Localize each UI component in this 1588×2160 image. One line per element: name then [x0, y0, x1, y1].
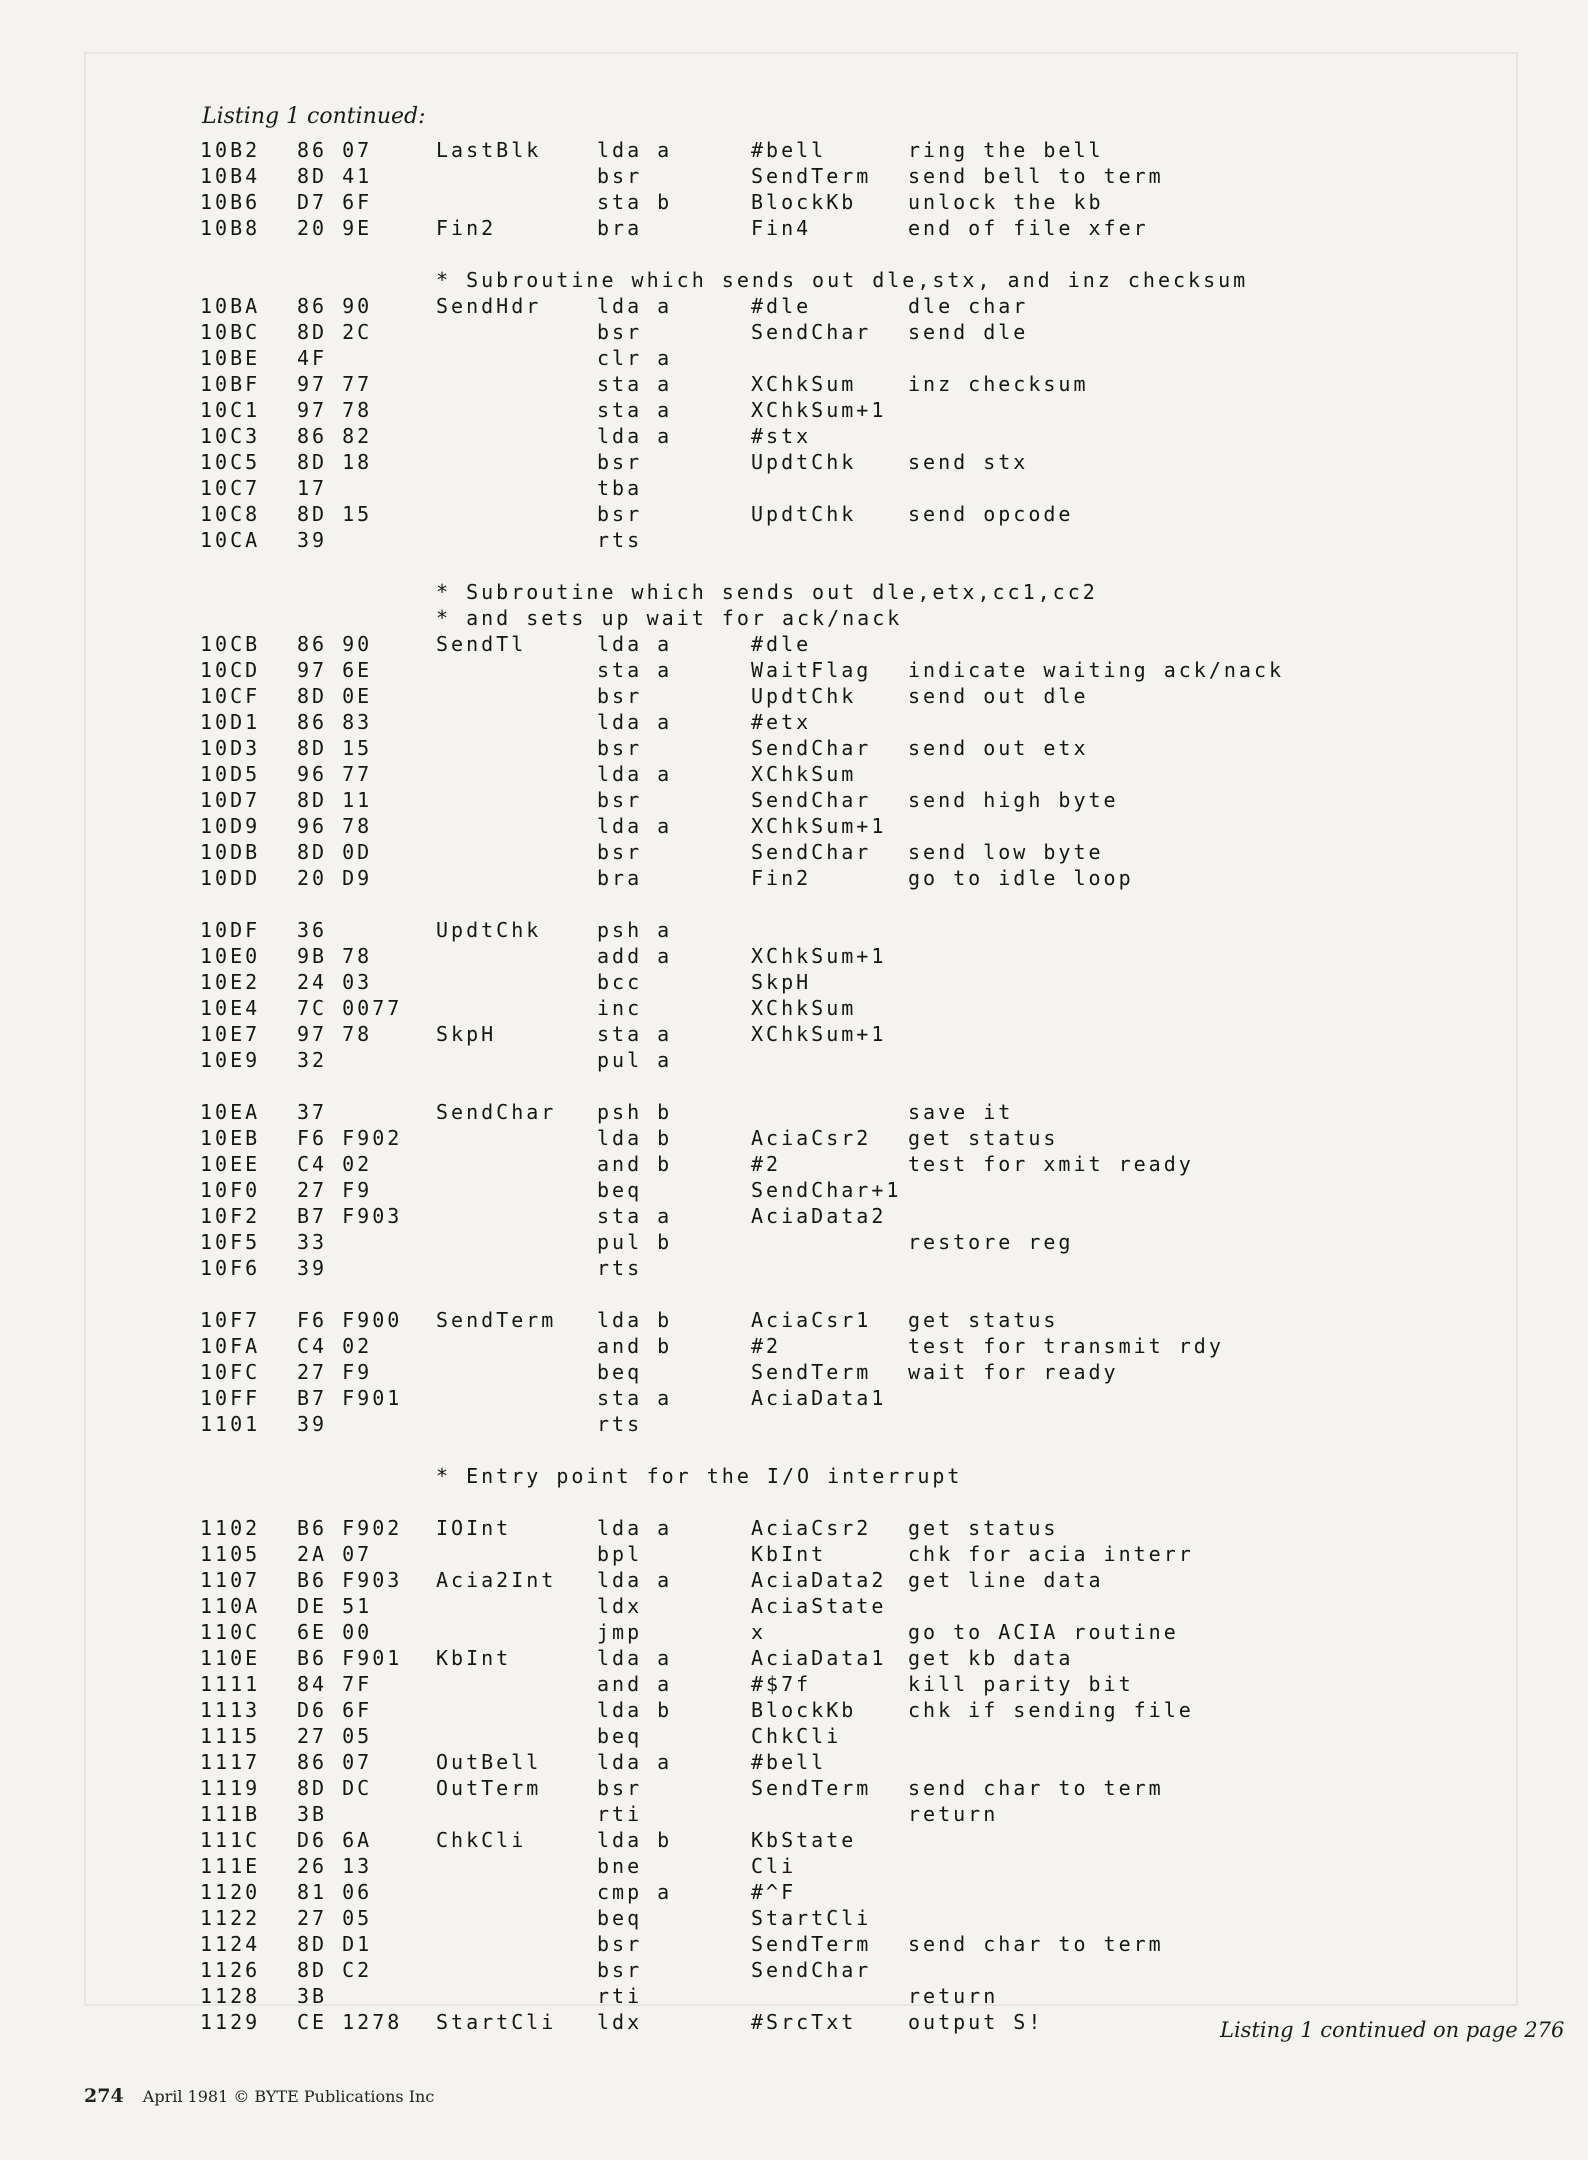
- mnemonic: bsr: [597, 502, 643, 526]
- address: 10E7: [200, 1022, 261, 1046]
- opcode: CE 1278: [297, 2010, 403, 2034]
- comment: chk if sending file: [908, 1698, 1194, 1722]
- address: 10E4: [200, 996, 261, 1020]
- address: 10D5: [200, 762, 261, 786]
- mnemonic: sta a: [597, 1386, 673, 1410]
- operand: #SrcTxt: [751, 2010, 857, 2034]
- mnemonic: beq: [597, 1906, 643, 1930]
- opcode: 36: [297, 918, 328, 942]
- operand: SendChar+1: [751, 1178, 902, 1202]
- address: 1124: [200, 1932, 261, 1956]
- address: 1126: [200, 1958, 261, 1982]
- mnemonic: sta a: [597, 1022, 673, 1046]
- mnemonic: lda a: [597, 294, 673, 318]
- mnemonic: clr a: [597, 346, 673, 370]
- mnemonic: pul a: [597, 1048, 673, 1072]
- mnemonic: bsr: [597, 164, 643, 188]
- operand: XChkSum+1: [751, 814, 887, 838]
- opcode: 7C 0077: [297, 996, 403, 1020]
- label: KbInt: [436, 1646, 512, 1670]
- mnemonic: jmp: [597, 1620, 643, 1644]
- mnemonic: lda b: [597, 1126, 673, 1150]
- footer-text: April 1981 © BYTE Publications Inc: [142, 2087, 435, 2106]
- address: 10D1: [200, 710, 261, 734]
- opcode: F6 F902: [297, 1126, 403, 1150]
- mnemonic: lda a: [597, 424, 673, 448]
- comment: get kb data: [908, 1646, 1074, 1670]
- opcode: 2A 07: [297, 1542, 373, 1566]
- address: 1120: [200, 1880, 261, 1904]
- listing-heading: Listing 1 continued:: [202, 104, 426, 129]
- label: StartCli: [436, 2010, 557, 2034]
- address: 10DD: [200, 866, 261, 890]
- operand: x: [751, 1620, 767, 1644]
- address: 1117: [200, 1750, 261, 1774]
- mnemonic: bsr: [597, 1932, 643, 1956]
- operand: Fin4: [751, 216, 812, 240]
- label: OutBell: [436, 1750, 542, 1774]
- opcode: D7 6F: [297, 190, 373, 214]
- mnemonic: bcc: [597, 970, 643, 994]
- comment-text: * Entry point for the I/O interrupt: [436, 1464, 963, 1488]
- comment: unlock the kb: [908, 190, 1104, 214]
- mnemonic: lda a: [597, 1750, 673, 1774]
- opcode: 86 90: [297, 294, 373, 318]
- opcode: 3B: [297, 1984, 328, 2008]
- address: 1113: [200, 1698, 261, 1722]
- opcode: 27 F9: [297, 1360, 373, 1384]
- mnemonic: rts: [597, 528, 643, 552]
- address: 1128: [200, 1984, 261, 2008]
- opcode: 9B 78: [297, 944, 373, 968]
- label: Fin2: [436, 216, 497, 240]
- mnemonic: beq: [597, 1724, 643, 1748]
- operand: #dle: [751, 632, 812, 656]
- address: 1101: [200, 1412, 261, 1436]
- comment: get status: [908, 1516, 1059, 1540]
- mnemonic: tba: [597, 476, 643, 500]
- operand: SendChar: [751, 1958, 872, 1982]
- mnemonic: sta a: [597, 398, 673, 422]
- address: 10F7: [200, 1308, 261, 1332]
- opcode: B6 F903: [297, 1568, 403, 1592]
- mnemonic: and a: [597, 1672, 673, 1696]
- mnemonic: rts: [597, 1256, 643, 1280]
- address: 10C7: [200, 476, 261, 500]
- opcode: C4 02: [297, 1334, 373, 1358]
- operand: KbState: [751, 1828, 857, 1852]
- address: 10F5: [200, 1230, 261, 1254]
- opcode: 24 03: [297, 970, 373, 994]
- opcode: 8D DC: [297, 1776, 373, 1800]
- opcode: 26 13: [297, 1854, 373, 1878]
- operand: #2: [751, 1152, 782, 1176]
- address: 10CF: [200, 684, 261, 708]
- label: SendChar: [436, 1100, 557, 1124]
- address: 10CB: [200, 632, 261, 656]
- continued-note: Listing 1 continued on page 276: [1220, 2018, 1565, 2042]
- operand: KbInt: [751, 1542, 827, 1566]
- operand: WaitFlag: [751, 658, 872, 682]
- mnemonic: and b: [597, 1152, 673, 1176]
- address: 10F6: [200, 1256, 261, 1280]
- opcode: 8D 15: [297, 736, 373, 760]
- mnemonic: bsr: [597, 684, 643, 708]
- comment: dle char: [908, 294, 1029, 318]
- address: 10C5: [200, 450, 261, 474]
- operand: SendTerm: [751, 1360, 872, 1384]
- mnemonic: sta a: [597, 372, 673, 396]
- label: SendTl: [436, 632, 527, 656]
- mnemonic: cmp a: [597, 1880, 673, 1904]
- operand: Cli: [751, 1854, 797, 1878]
- operand: #etx: [751, 710, 812, 734]
- opcode: 97 78: [297, 398, 373, 422]
- address: 111B: [200, 1802, 261, 1826]
- mnemonic: ldx: [597, 2010, 643, 2034]
- mnemonic: lda a: [597, 1646, 673, 1670]
- operand: #2: [751, 1334, 782, 1358]
- mnemonic: bsr: [597, 1958, 643, 1982]
- opcode: 39: [297, 1256, 328, 1280]
- comment: restore reg: [908, 1230, 1074, 1254]
- comment: test for transmit rdy: [908, 1334, 1224, 1358]
- operand: ChkCli: [751, 1724, 842, 1748]
- operand: #bell: [751, 1750, 827, 1774]
- opcode: 27 F9: [297, 1178, 373, 1202]
- mnemonic: add a: [597, 944, 673, 968]
- address: 10EE: [200, 1152, 261, 1176]
- opcode: 39: [297, 1412, 328, 1436]
- opcode: 39: [297, 528, 328, 552]
- opcode: 37: [297, 1100, 328, 1124]
- label: LastBlk: [436, 138, 542, 162]
- mnemonic: bne: [597, 1854, 643, 1878]
- opcode: 86 90: [297, 632, 373, 656]
- address: 10D3: [200, 736, 261, 760]
- address: 10BA: [200, 294, 261, 318]
- page-number: 274: [84, 2085, 124, 2107]
- opcode: 20 D9: [297, 866, 373, 890]
- opcode: 8D 2C: [297, 320, 373, 344]
- opcode: 4F: [297, 346, 328, 370]
- operand: AciaData1: [751, 1386, 887, 1410]
- opcode: 97 6E: [297, 658, 373, 682]
- address: 1119: [200, 1776, 261, 1800]
- opcode: B6 F901: [297, 1646, 403, 1670]
- opcode: 97 78: [297, 1022, 373, 1046]
- operand: #stx: [751, 424, 812, 448]
- opcode: B7 F903: [297, 1204, 403, 1228]
- mnemonic: bsr: [597, 1776, 643, 1800]
- address: 110C: [200, 1620, 261, 1644]
- operand: #dle: [751, 294, 812, 318]
- address: 1102: [200, 1516, 261, 1540]
- mnemonic: bsr: [597, 788, 643, 812]
- address: 10E9: [200, 1048, 261, 1072]
- comment: test for xmit ready: [908, 1152, 1194, 1176]
- mnemonic: rti: [597, 1984, 643, 2008]
- opcode: 8D 0E: [297, 684, 373, 708]
- operand: BlockKb: [751, 190, 857, 214]
- address: 10DB: [200, 840, 261, 864]
- opcode: 8D D1: [297, 1932, 373, 1956]
- operand: UpdtChk: [751, 450, 857, 474]
- mnemonic: bsr: [597, 450, 643, 474]
- opcode: 8D 0D: [297, 840, 373, 864]
- opcode: 86 82: [297, 424, 373, 448]
- address: 10E2: [200, 970, 261, 994]
- operand: StartCli: [751, 1906, 872, 1930]
- opcode: B6 F902: [297, 1516, 403, 1540]
- address: 1111: [200, 1672, 261, 1696]
- opcode: 20 9E: [297, 216, 373, 240]
- operand: XChkSum: [751, 762, 857, 786]
- address: 110E: [200, 1646, 261, 1670]
- opcode: 86 07: [297, 138, 373, 162]
- opcode: 27 05: [297, 1724, 373, 1748]
- mnemonic: lda a: [597, 632, 673, 656]
- operand: AciaCsr2: [751, 1126, 872, 1150]
- mnemonic: lda a: [597, 710, 673, 734]
- comment-text: * Subroutine which sends out dle,stx, and inz checksum: [436, 268, 1249, 292]
- operand: XChkSum: [751, 372, 857, 396]
- address: 10F0: [200, 1178, 261, 1202]
- comment: end of file xfer: [908, 216, 1149, 240]
- opcode: B7 F901: [297, 1386, 403, 1410]
- address: 111E: [200, 1854, 261, 1878]
- address: 1129: [200, 2010, 261, 2034]
- operand: SendChar: [751, 736, 872, 760]
- opcode: 8D 11: [297, 788, 373, 812]
- mnemonic: bsr: [597, 736, 643, 760]
- comment: chk for acia interr: [908, 1542, 1194, 1566]
- label: Acia2Int: [436, 1568, 557, 1592]
- operand: SendChar: [751, 320, 872, 344]
- operand: AciaCsr2: [751, 1516, 872, 1540]
- opcode: 32: [297, 1048, 328, 1072]
- address: 10CD: [200, 658, 261, 682]
- comment: return: [908, 1802, 999, 1826]
- opcode: 33: [297, 1230, 328, 1254]
- comment: send bell to term: [908, 164, 1164, 188]
- comment: wait for ready: [908, 1360, 1119, 1384]
- operand: SendChar: [751, 840, 872, 864]
- mnemonic: rti: [597, 1802, 643, 1826]
- operand: SendTerm: [751, 1776, 872, 1800]
- comment: send out dle: [908, 684, 1089, 708]
- comment: get line data: [908, 1568, 1104, 1592]
- page-footer: [84, 2085, 434, 2107]
- address: 10BF: [200, 372, 261, 396]
- label: UpdtChk: [436, 918, 542, 942]
- operand: AciaData1: [751, 1646, 887, 1670]
- opcode: 86 83: [297, 710, 373, 734]
- opcode: D6 6A: [297, 1828, 373, 1852]
- comment-text: * and sets up wait for ack/nack: [436, 606, 903, 630]
- comment: go to idle loop: [908, 866, 1134, 890]
- label: SkpH: [436, 1022, 497, 1046]
- address: 10C1: [200, 398, 261, 422]
- operand: UpdtChk: [751, 684, 857, 708]
- mnemonic: beq: [597, 1360, 643, 1384]
- mnemonic: lda a: [597, 762, 673, 786]
- mnemonic: sta a: [597, 1204, 673, 1228]
- comment: send high byte: [908, 788, 1119, 812]
- opcode: 8D 18: [297, 450, 373, 474]
- address: 10CA: [200, 528, 261, 552]
- mnemonic: bpl: [597, 1542, 643, 1566]
- mnemonic: psh b: [597, 1100, 673, 1124]
- operand: AciaData2: [751, 1204, 887, 1228]
- operand: XChkSum+1: [751, 944, 887, 968]
- address: 1115: [200, 1724, 261, 1748]
- comment: output S!: [908, 2010, 1044, 2034]
- address: 10C3: [200, 424, 261, 448]
- opcode: 27 05: [297, 1906, 373, 1930]
- comment: ring the bell: [908, 138, 1104, 162]
- address: 10BE: [200, 346, 261, 370]
- mnemonic: bra: [597, 866, 643, 890]
- address: 10D9: [200, 814, 261, 838]
- mnemonic: lda a: [597, 1568, 673, 1592]
- comment: indicate waiting ack/nack: [908, 658, 1285, 682]
- opcode: DE 51: [297, 1594, 373, 1618]
- operand: #$7f: [751, 1672, 812, 1696]
- label: IOInt: [436, 1516, 512, 1540]
- opcode: 96 78: [297, 814, 373, 838]
- mnemonic: inc: [597, 996, 643, 1020]
- label: SendTerm: [436, 1308, 557, 1332]
- mnemonic: sta a: [597, 658, 673, 682]
- mnemonic: lda b: [597, 1308, 673, 1332]
- comment: send stx: [908, 450, 1029, 474]
- operand: AciaCsr1: [751, 1308, 872, 1332]
- address: 10D7: [200, 788, 261, 812]
- mnemonic: pul b: [597, 1230, 673, 1254]
- operand: XChkSum+1: [751, 398, 887, 422]
- address: 10EA: [200, 1100, 261, 1124]
- address: 111C: [200, 1828, 261, 1852]
- comment: save it: [908, 1100, 1014, 1124]
- address: 1107: [200, 1568, 261, 1592]
- mnemonic: beq: [597, 1178, 643, 1202]
- comment: send opcode: [908, 502, 1074, 526]
- opcode: D6 6F: [297, 1698, 373, 1722]
- opcode: C4 02: [297, 1152, 373, 1176]
- mnemonic: lda a: [597, 1516, 673, 1540]
- comment: kill parity bit: [908, 1672, 1134, 1696]
- operand: BlockKb: [751, 1698, 857, 1722]
- comment: get status: [908, 1126, 1059, 1150]
- address: 10B6: [200, 190, 261, 214]
- address: 10FA: [200, 1334, 261, 1358]
- opcode: 8D 15: [297, 502, 373, 526]
- operand: AciaState: [751, 1594, 887, 1618]
- mnemonic: lda a: [597, 814, 673, 838]
- operand: XChkSum+1: [751, 1022, 887, 1046]
- address: 10F2: [200, 1204, 261, 1228]
- mnemonic: lda a: [597, 138, 673, 162]
- operand: Fin2: [751, 866, 812, 890]
- opcode: 17: [297, 476, 328, 500]
- mnemonic: lda b: [597, 1828, 673, 1852]
- opcode: 86 07: [297, 1750, 373, 1774]
- operand: XChkSum: [751, 996, 857, 1020]
- comment-text: * Subroutine which sends out dle,etx,cc1,cc2: [436, 580, 1098, 604]
- comment: send out etx: [908, 736, 1089, 760]
- mnemonic: rts: [597, 1412, 643, 1436]
- address: 10FC: [200, 1360, 261, 1384]
- address: 1122: [200, 1906, 261, 1930]
- operand: UpdtChk: [751, 502, 857, 526]
- address: 10B4: [200, 164, 261, 188]
- address: 10B2: [200, 138, 261, 162]
- operand: #^F: [751, 1880, 797, 1904]
- comment: inz checksum: [908, 372, 1089, 396]
- operand: SkpH: [751, 970, 812, 994]
- opcode: 8D C2: [297, 1958, 373, 1982]
- mnemonic: psh a: [597, 918, 673, 942]
- opcode: 6E 00: [297, 1620, 373, 1644]
- comment: go to ACIA routine: [908, 1620, 1179, 1644]
- mnemonic: sta b: [597, 190, 673, 214]
- opcode: 97 77: [297, 372, 373, 396]
- opcode: F6 F900: [297, 1308, 403, 1332]
- label: OutTerm: [436, 1776, 542, 1800]
- comment: get status: [908, 1308, 1059, 1332]
- label: ChkCli: [436, 1828, 527, 1852]
- comment: send dle: [908, 320, 1029, 344]
- label: SendHdr: [436, 294, 542, 318]
- operand: #bell: [751, 138, 827, 162]
- opcode: 96 77: [297, 762, 373, 786]
- address: 1105: [200, 1542, 261, 1566]
- comment: send char to term: [908, 1776, 1164, 1800]
- comment: send char to term: [908, 1932, 1164, 1956]
- mnemonic: bra: [597, 216, 643, 240]
- mnemonic: and b: [597, 1334, 673, 1358]
- mnemonic: lda b: [597, 1698, 673, 1722]
- operand: AciaData2: [751, 1568, 887, 1592]
- opcode: 3B: [297, 1802, 328, 1826]
- address: 10FF: [200, 1386, 261, 1410]
- address: 10E0: [200, 944, 261, 968]
- opcode: 84 7F: [297, 1672, 373, 1696]
- address: 110A: [200, 1594, 261, 1618]
- mnemonic: ldx: [597, 1594, 643, 1618]
- opcode: 81 06: [297, 1880, 373, 1904]
- opcode: 8D 41: [297, 164, 373, 188]
- operand: SendTerm: [751, 164, 872, 188]
- address: 10EB: [200, 1126, 261, 1150]
- comment: send low byte: [908, 840, 1104, 864]
- mnemonic: bsr: [597, 840, 643, 864]
- address: 10B8: [200, 216, 261, 240]
- comment: return: [908, 1984, 999, 2008]
- address: 10BC: [200, 320, 261, 344]
- operand: SendTerm: [751, 1932, 872, 1956]
- address: 10DF: [200, 918, 261, 942]
- address: 10C8: [200, 502, 261, 526]
- operand: SendChar: [751, 788, 872, 812]
- mnemonic: bsr: [597, 320, 643, 344]
